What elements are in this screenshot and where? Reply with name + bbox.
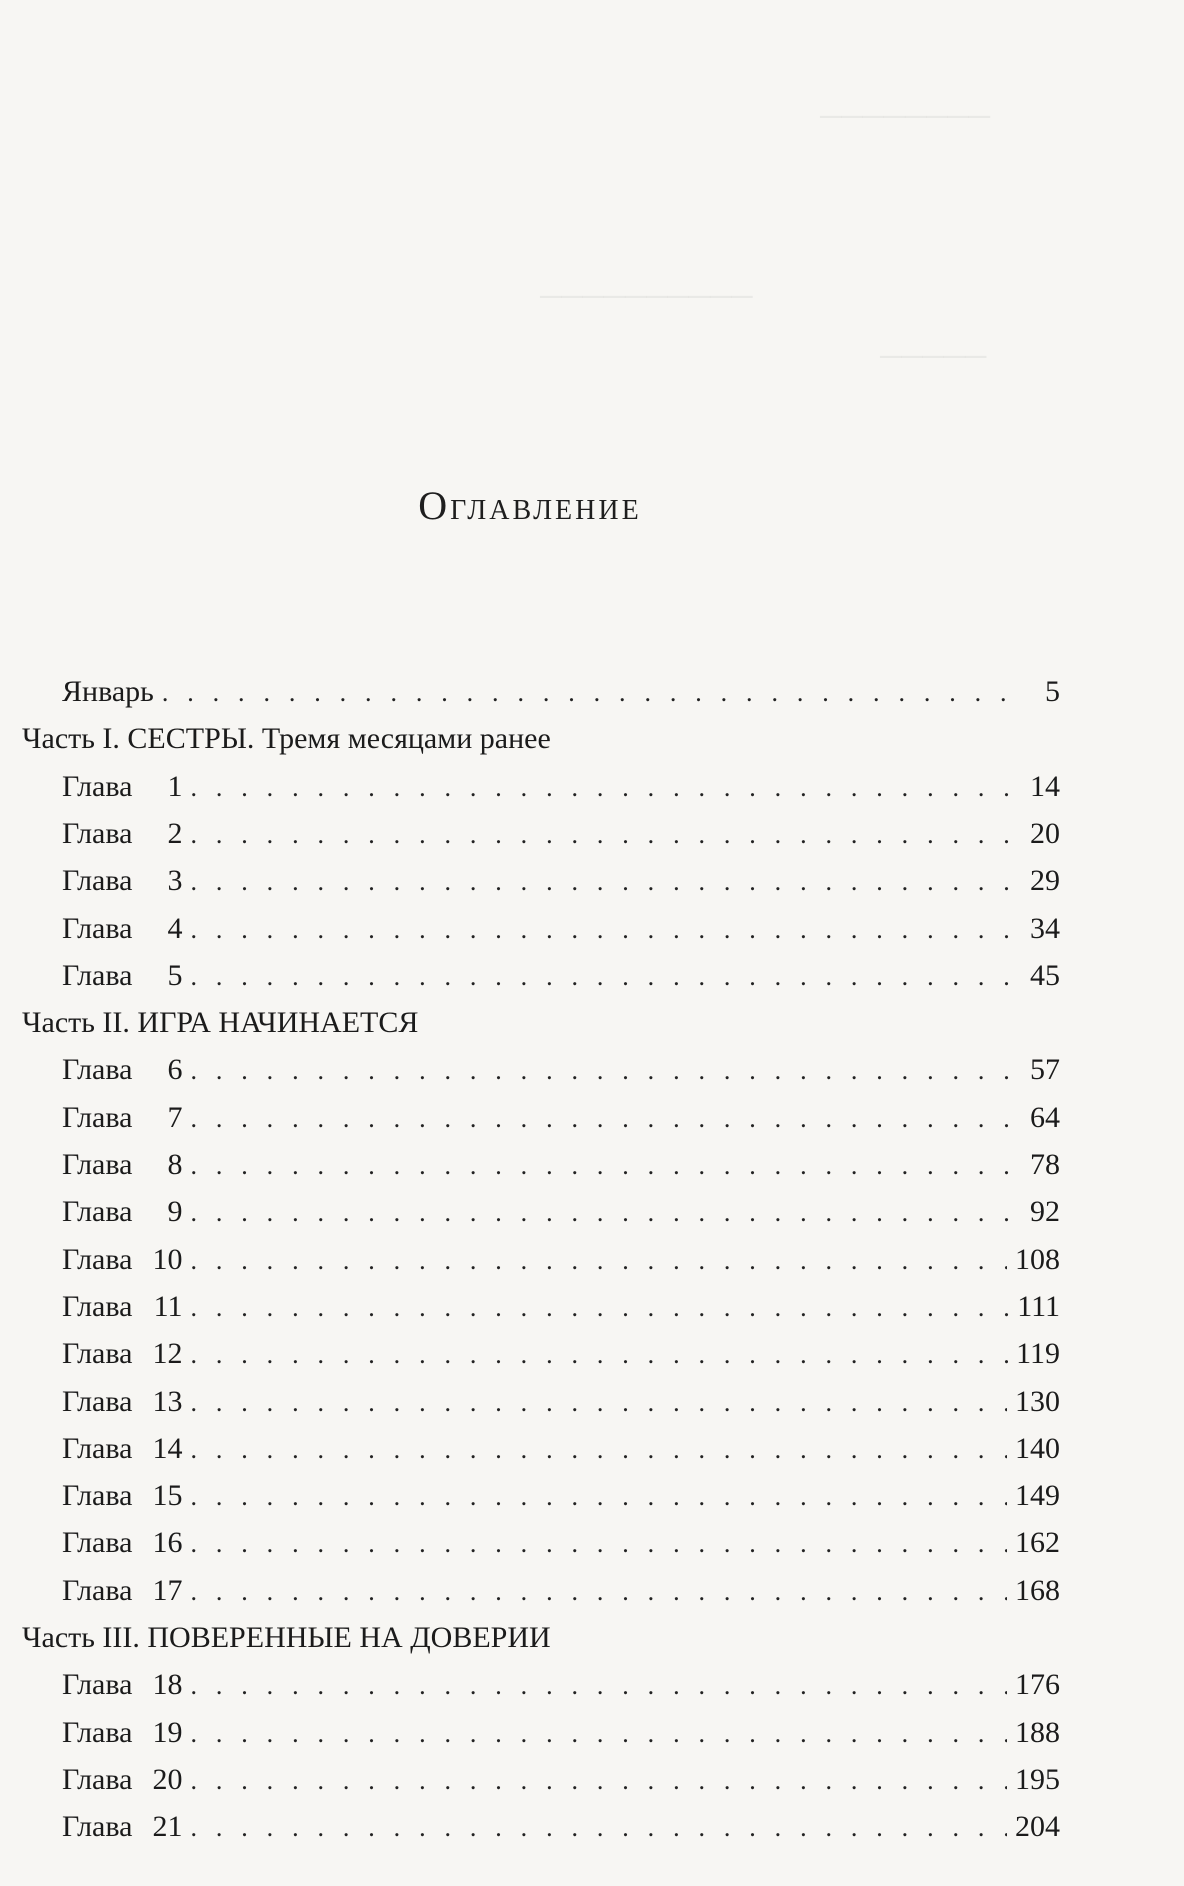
chapter-word: Глава	[62, 1148, 133, 1181]
toc-entry	[62, 1053, 1060, 1093]
dot-leader	[162, 678, 1012, 708]
chapter-word: Глава	[62, 1337, 133, 1371]
chapter-word: Глава	[62, 1242, 133, 1276]
page-number: 5	[1045, 675, 1060, 708]
chapter-word: Глава	[62, 1100, 133, 1134]
dot-leader	[190, 962, 1012, 992]
chapter-number: 7	[167, 1100, 183, 1134]
page-number: 204	[1015, 1810, 1060, 1844]
dot-leader	[190, 1340, 1008, 1370]
page-number: 162	[1015, 1526, 1060, 1560]
bleed-through-text: ──────────	[540, 280, 753, 313]
entry-label	[62, 1148, 182, 1182]
entry-label	[62, 1337, 182, 1371]
page-title: Оглавление	[418, 483, 642, 528]
dot-leader	[190, 1529, 1007, 1559]
entry-label	[62, 675, 154, 709]
chapter-number: 14	[152, 1431, 183, 1465]
dot-leader	[190, 867, 1012, 897]
page-number: 45	[1030, 958, 1060, 992]
chapter-number: 15	[152, 1479, 183, 1513]
toc-entry	[62, 1574, 1060, 1614]
toc-entry	[62, 1337, 1060, 1377]
page-number: 20	[1030, 816, 1060, 850]
dot-leader	[190, 1813, 1007, 1843]
chapter-word: Глава	[62, 1526, 133, 1560]
toc-entry	[62, 1195, 1060, 1235]
chapter-word: Глава	[62, 1810, 133, 1844]
entry-label	[62, 912, 182, 946]
chapter-word: Январь	[62, 675, 154, 708]
page-number: 92	[1030, 1195, 1060, 1229]
chapter-word: Глава	[62, 1668, 133, 1702]
chapter-number: 5	[167, 958, 183, 992]
chapter-number: 4	[167, 911, 183, 945]
chapter-word: Глава	[62, 1053, 133, 1087]
chapter-number: 21	[152, 1810, 183, 1844]
toc-entry	[62, 912, 1060, 952]
page-number: 29	[1030, 864, 1060, 898]
chapter-number: 9	[167, 1195, 183, 1229]
dot-leader	[190, 1482, 1007, 1512]
chapter-word: Глава	[62, 1573, 133, 1607]
chapter-number: 10	[152, 1242, 183, 1276]
chapter-word: Глава	[62, 1715, 133, 1749]
page-number: 119	[1016, 1337, 1060, 1371]
entry-label	[62, 1053, 182, 1087]
dot-leader	[190, 1388, 1007, 1418]
toc-entry	[62, 1526, 1060, 1566]
page-number: 57	[1030, 1053, 1060, 1087]
chapter-word: Глава	[62, 1195, 133, 1229]
entry-label	[62, 770, 182, 804]
toc-entry	[62, 1763, 1060, 1803]
page-number: 140	[1015, 1431, 1060, 1465]
dot-leader	[190, 1719, 1007, 1749]
toc-entry	[62, 1290, 1060, 1330]
chapter-word: Глава	[62, 864, 133, 898]
entry-label	[62, 1574, 182, 1608]
toc-entry	[62, 1385, 1060, 1425]
chapter-number: 13	[152, 1384, 183, 1418]
page-number: 34	[1030, 911, 1060, 945]
page-number: 14	[1030, 769, 1060, 803]
page-number: 108	[1015, 1242, 1060, 1276]
chapter-number: 18	[152, 1668, 183, 1702]
chapter-number: 16	[152, 1526, 183, 1560]
page-number: 195	[1015, 1762, 1060, 1796]
page-number: 111	[1017, 1289, 1060, 1323]
chapter-number: 11	[153, 1289, 183, 1323]
dot-leader	[190, 1435, 1007, 1465]
chapter-number: 1	[167, 769, 183, 803]
toc-entry	[62, 770, 1060, 810]
chapter-word: Глава	[62, 1289, 133, 1323]
part-title: Часть I. СЕСТРЫ. Тремя месяцами ранее	[22, 722, 551, 756]
dot-leader	[190, 1766, 1007, 1796]
chapter-number: 6	[167, 1053, 183, 1087]
dot-leader	[190, 1671, 1007, 1701]
chapter-word: Глава	[62, 958, 133, 992]
toc-entry	[62, 1432, 1060, 1472]
chapter-word: Глава	[62, 1384, 133, 1418]
toc-entry	[62, 1148, 1060, 1188]
toc-part-heading	[22, 1621, 1060, 1661]
entry-label	[62, 1385, 182, 1419]
page-number: 78	[1030, 1148, 1060, 1181]
chapter-number: 19	[152, 1715, 183, 1749]
chapter-word: Глава	[62, 816, 133, 850]
dot-leader	[190, 915, 1012, 945]
entry-label	[62, 1432, 182, 1466]
page-number: 149	[1015, 1479, 1060, 1513]
toc-entry	[62, 1101, 1060, 1141]
dot-leader	[190, 1104, 1012, 1134]
toc-entry	[62, 675, 1060, 715]
toc-part-heading	[22, 722, 1060, 762]
chapter-number: 2	[167, 816, 183, 850]
toc-entry	[62, 959, 1060, 999]
dot-leader	[190, 1151, 1012, 1181]
entry-label	[62, 1243, 182, 1277]
entry-label	[62, 1479, 182, 1513]
chapter-word: Глава	[62, 1479, 133, 1513]
entry-label	[62, 1716, 182, 1750]
chapter-number: 8	[167, 1148, 183, 1181]
toc-entry	[62, 1716, 1060, 1756]
toc-entry	[62, 864, 1060, 904]
dot-leader	[190, 773, 1012, 803]
page-number: 130	[1015, 1384, 1060, 1418]
entry-label	[62, 959, 182, 993]
dot-leader	[190, 1246, 1007, 1276]
dot-leader	[190, 1577, 1007, 1607]
toc-entry	[62, 1479, 1060, 1519]
page-number: 168	[1015, 1573, 1060, 1607]
entry-label	[62, 817, 182, 851]
bleed-through-text: ─────	[880, 340, 987, 373]
chapter-number: 12	[152, 1337, 183, 1371]
entry-label	[62, 1668, 182, 1702]
bleed-through-text: ────────	[820, 100, 991, 133]
part-title: Часть II. ИГРА НАЧИНАЕТСЯ	[22, 1006, 419, 1040]
toc-entry	[62, 1810, 1060, 1850]
page-number: 188	[1015, 1715, 1060, 1749]
entry-label	[62, 1195, 182, 1229]
chapter-word: Глава	[62, 1762, 133, 1796]
chapter-number: 3	[167, 864, 183, 898]
entry-label	[62, 864, 182, 898]
dot-leader	[190, 1056, 1012, 1086]
chapter-word: Глава	[62, 1431, 133, 1465]
entry-label	[62, 1101, 182, 1135]
toc-part-heading	[22, 1006, 1060, 1046]
dot-leader	[190, 1293, 1009, 1323]
part-title: Часть III. ПОВЕРЕННЫЕ НА ДОВЕРИИ	[22, 1621, 551, 1654]
page-number: 176	[1015, 1668, 1060, 1702]
toc-entry	[62, 817, 1060, 857]
dot-leader	[190, 1198, 1012, 1228]
chapter-word: Глава	[62, 911, 133, 945]
entry-label	[62, 1763, 182, 1797]
chapter-number: 20	[152, 1762, 183, 1796]
toc-entry	[62, 1668, 1060, 1708]
page-number: 64	[1030, 1100, 1060, 1134]
dot-leader	[190, 820, 1012, 850]
chapter-word: Глава	[62, 769, 133, 803]
chapter-number: 17	[152, 1573, 183, 1607]
entry-label	[62, 1290, 182, 1324]
entry-label	[62, 1810, 182, 1844]
toc-entry	[62, 1243, 1060, 1283]
entry-label	[62, 1526, 182, 1560]
